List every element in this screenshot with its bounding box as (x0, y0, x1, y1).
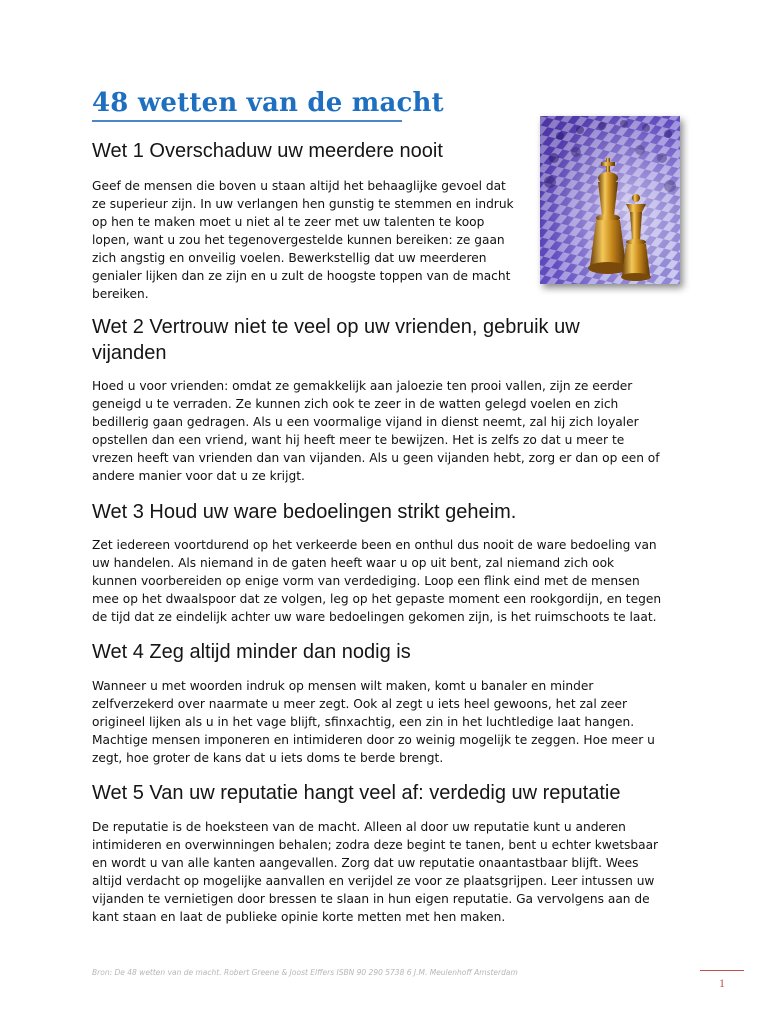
law-1-heading: Wet 1 Overschaduw uw meerdere nooit (92, 140, 443, 162)
text-line: en wordt u van alle kanten aangevallen. Zorg dat uw reputatie onaantastbaar blijft. Wees (92, 856, 639, 870)
text-line: lopen, want u zou het tegenovergestelde kunnen bereiken: ze gaan (92, 233, 505, 247)
text-line: zegt, hoe groter de kans dat u iets doms te berde brengt. (92, 751, 444, 765)
law-2-heading (92, 314, 580, 366)
text-line: Geef de mensen die boven u staan altijd het behaaglijke gevoel dat (92, 179, 506, 193)
text-line: Wanneer u met woorden indruk op mensen wilt maken, komt u banaler en minder (92, 679, 594, 693)
law-5-heading: Wet 5 Van uw reputatie hangt veel af: verdedig uw reputatie (92, 782, 621, 804)
text-line: ze superieur zijn. In uw verlangen hen gunstig te stemmen en indruk (92, 197, 514, 211)
heading-line: vijanden (92, 342, 167, 364)
chess-kings-photo (540, 116, 680, 284)
text-line: geneigd u te verraden. Ze kunnen zich ook te zeer in de watten gelegd voelen en zich (92, 397, 619, 411)
text-line: de tijd dat ze eindelijk achter uw ware bedoelingen gekomen zijn, is het ruimschoots te laat. (92, 610, 657, 624)
law-4-heading: Wet 4 Zeg altijd minder dan nodig is (92, 641, 411, 663)
law-3-paragraph (92, 536, 692, 626)
text-line: Machtige mensen imponeren en intimideren door zo weinig mogelijk te zeggen. Hoe meer u (92, 733, 655, 747)
text-line: kant staan en laat de publieke opinie korte metten met hen maken. (92, 910, 506, 924)
text-line: kunnen voorbereiden op enige vorm van verdediging. Loop een flink eind met de mensen (92, 574, 640, 588)
text-line: op hen te maken moet u niet al te zeer met uw talenten te koop (92, 215, 485, 229)
text-line: zich angstig en onveilig voelen. Bewerkstellig dat uw meerderen (92, 251, 487, 265)
text-line: andere manier voor dat u ze krijgt. (92, 469, 305, 483)
text-line: bereiken. (92, 287, 149, 301)
text-line: uw handelen. Als niemand in de gaten heeft waar u op uit bent, zal niemand zich ook (92, 556, 615, 570)
text-line: Hoed u voor vrienden: omdat ze gemakkelijk aan jaloezie ten prooi vallen, zijn ze eerder (92, 379, 633, 393)
text-line: mee op het dwaalspoor dat ze volgen, leg op het gepaste moment een rookgordijn, en tegen (92, 592, 662, 606)
footer-source: Bron: De 48 wetten van de macht. Robert Greene & Joost Elffers ISBN 90 290 5738 6 J.M. Meulenhoff Amsterdam (92, 968, 518, 977)
text-line: Zet iedereen voortdurend op het verkeerde been en onthul dus nooit de ware bedoeling van (92, 538, 657, 552)
text-line: De reputatie is de hoeksteen van de macht. Alleen al door uw reputatie kunt u anderen (92, 820, 626, 834)
page-number-rule (700, 970, 744, 971)
text-line: vijanden te vernietigen door bressen te slaan in hun eigen reputatie. Ga vervolgens aan de (92, 892, 650, 906)
text-line: bedillerig gaan gedragen. Als u een voormalige vijand in dienst neemt, zal hij zich loyaler (92, 415, 639, 429)
heading-line: Wet 2 Vertrouw niet te veel op uw vrienden, gebruik uw (92, 316, 580, 338)
law-4-paragraph (92, 677, 692, 767)
law-5-paragraph (92, 818, 692, 926)
chess-kings-icon (540, 116, 680, 284)
text-line: origineel lijken als u in het vage blijft, sfinxachtig, een zin in het luchtledige laat hangen. (92, 715, 635, 729)
text-line: intimideren en overwinningen behalen; zodra deze begint te tanen, bent u echter kwetsbaar (92, 838, 659, 852)
law-3-heading: Wet 3 Houd uw ware bedoelingen strikt geheim. (92, 501, 517, 523)
text-line: altijd verdacht op mogelijke aanvallen en verijdel ze voor ze plaatsgrijpen. Leer intussen uw (92, 874, 655, 888)
text-line: genialer lijken dan ze zijn en u zult de hoogste toppen van de macht (92, 269, 511, 283)
law-1-paragraph (92, 177, 532, 303)
title-underline (92, 120, 402, 122)
page-number: 1 (719, 976, 725, 990)
text-line: zelfverzekerd over naarmate u meer zegt. Ook al zegt u iets heel gewoons, het zal zeer (92, 697, 628, 711)
law-2-paragraph (92, 377, 692, 485)
text-line: opstellen dan een vriend, want hij heeft meer te bewijzen. Het is zelfs zo dat u meer te (92, 433, 625, 447)
text-line: vrezen heeft van vrienden dan van vijanden. Als u geen vijanden hebt, zorg er dan op een of (92, 451, 660, 465)
document-title: 48 wetten van de macht (92, 88, 444, 118)
